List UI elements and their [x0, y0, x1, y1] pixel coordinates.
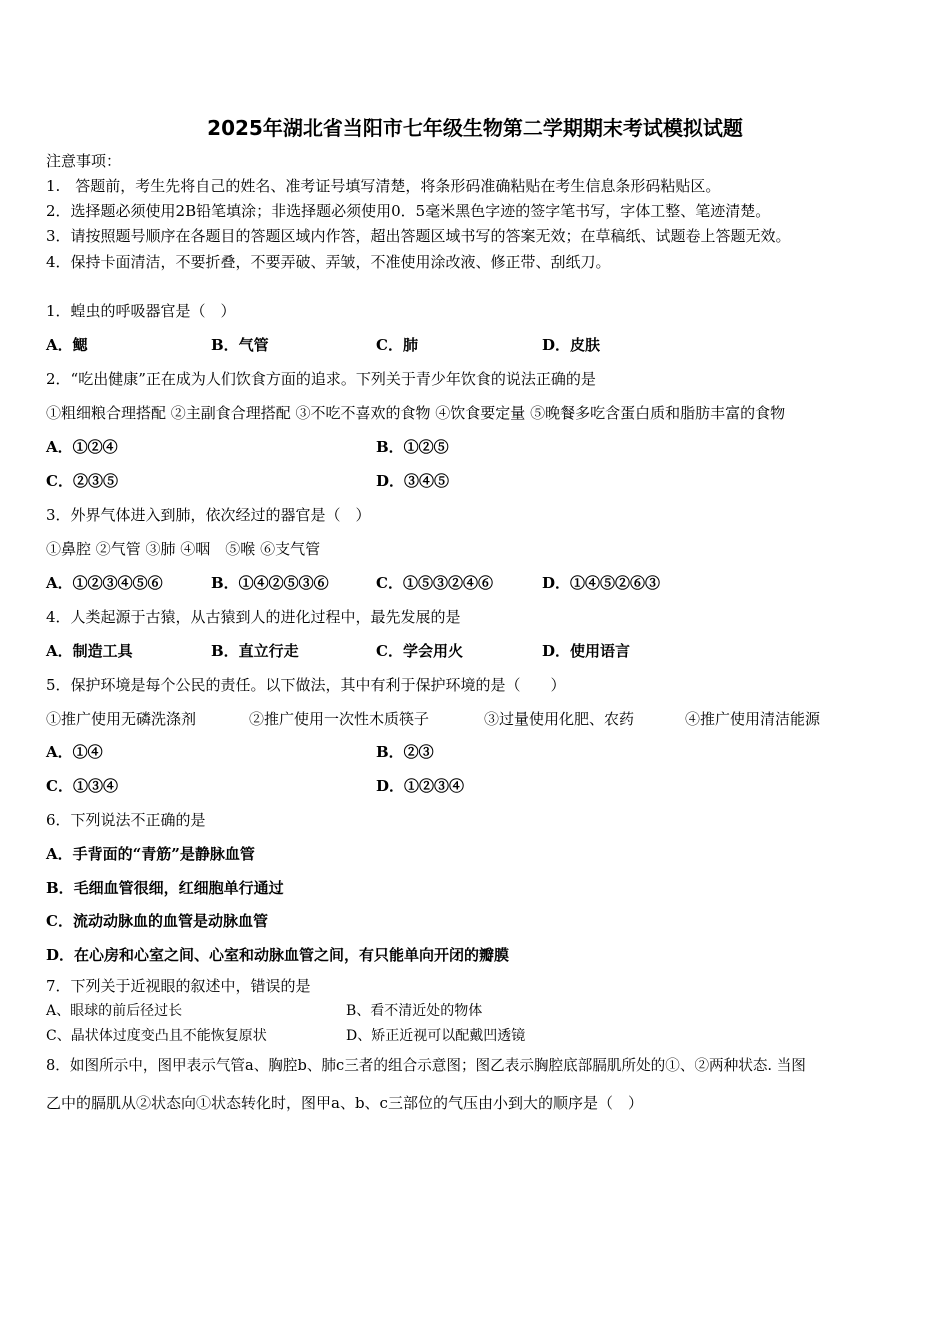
option-a: A、眼球的前后径过长: [46, 1003, 183, 1019]
question-stem: 1．蝗虫的呼吸器官是（ ）: [46, 302, 236, 320]
option-b: B．①④②⑤③⑥: [211, 574, 329, 592]
question-stem: 3．外界气体进入到肺，依次经过的器官是（ ）: [46, 506, 371, 524]
question-stem-line: 乙中的膈肌从②状态向①状态转化时，图甲a、b、c三部位的气压由小到大的顺序是（ ）: [46, 1094, 643, 1112]
option-b: B．②③: [376, 743, 434, 761]
page-title: 2025年湖北省当阳市七年级生物第二学期期末考试模拟试题: [207, 116, 743, 140]
option-c: C．②③⑤: [46, 472, 118, 490]
option-d: D、矫正近视可以配戴凹透镜: [346, 1028, 526, 1044]
question-stem: 2．“吃出健康”正在成为人们饮食方面的追求。下列关于青少年饮食的说法正确的是: [46, 370, 596, 388]
option-c: C．①⑤③②④⑥: [376, 574, 493, 592]
option-d: D．①④⑤②⑥③: [542, 574, 661, 592]
option-d: D．①②③④: [376, 777, 465, 795]
option-b: B．气管: [211, 336, 269, 354]
question-item: ①推广使用无磷洗涤剂: [46, 710, 197, 728]
option-a: A．鳃: [46, 336, 88, 354]
question-stem: 4．人类起源于古猿，从古猿到人的进化过程中，最先发展的是: [46, 608, 461, 626]
notice-item: 4．保持卡面清洁，不要折叠，不要弄破、弄皱，不准使用涂改液、修正带、刮纸刀。: [46, 253, 611, 271]
question-item: ③过量使用化肥、农药: [484, 710, 635, 728]
option-a: A．手背面的“青筋”是静脉血管: [46, 845, 255, 863]
option-a: A．①②③④⑤⑥: [46, 574, 163, 592]
option-c: C．流动动脉血的血管是动脉血管: [46, 912, 268, 930]
question-stem-line: 8．如图所示中，图甲表示气管a、胸腔b、肺c三者的组合示意图；图乙表示胸腔底部膈肌所处的①、②两种状态. 当图: [46, 1057, 806, 1074]
option-a: A．制造工具: [46, 642, 133, 660]
option-c: C．学会用火: [376, 642, 463, 660]
option-c: C．肺: [376, 336, 418, 354]
option-c: C、晶状体过度变凸且不能恢复原状: [46, 1028, 267, 1044]
option-b: B．直立行走: [211, 642, 299, 660]
option-b: B．毛细血管很细，红细胞单行通过: [46, 879, 284, 897]
option-b: B、看不清近处的物体: [346, 1003, 483, 1019]
question-items: ①鼻腔 ②气管 ③肺 ④咽 ⑤喉 ⑥支气管: [46, 540, 321, 558]
question-items: ①粗细粮合理搭配 ②主副食合理搭配 ③不吃不喜欢的食物 ④饮食要定量 ⑤晚餐多吃含蛋白质和脂肪丰富的食物: [46, 404, 786, 422]
notice-item: 1. 答题前，考生先将自己的姓名、准考证号填写清楚，将条形码准确粘贴在考生信息条形码粘贴区。: [46, 177, 721, 195]
question-stem: 7．下列关于近视眼的叙述中，错误的是: [46, 977, 311, 995]
option-b: B．①②⑤: [376, 438, 449, 456]
question-item: ④推广使用清洁能源: [685, 710, 821, 728]
notice-item: 3．请按照题号顺序在各题目的答题区域内作答，超出答题区域书写的答案无效；在草稿纸、试题卷上答题无效。: [46, 227, 791, 245]
notice-item: 2．选择题必须使用2B铅笔填涂；非选择题必须使用0．5毫米黑色字迹的签字笔书写，字体工整、笔迹清楚。: [46, 202, 771, 220]
notice-heading: 注意事项：: [46, 152, 122, 170]
option-a: A．①④: [46, 743, 103, 761]
option-d: D．在心房和心室之间、心室和动脉血管之间，有只能单向开闭的瓣膜: [46, 946, 510, 964]
question-stem: 5．保护环境是每个公民的责任。以下做法，其中有利于保护环境的是（ ）: [46, 676, 566, 694]
question-stem: 6．下列说法不正确的是: [46, 811, 206, 829]
option-d: D．皮肤: [542, 336, 601, 354]
option-c: C．①③④: [46, 777, 118, 795]
option-d: D．使用语言: [542, 642, 631, 660]
option-d: D．③④⑤: [376, 472, 450, 490]
question-item: ②推广使用一次性木质筷子: [249, 710, 430, 728]
option-a: A．①②④: [46, 438, 118, 456]
